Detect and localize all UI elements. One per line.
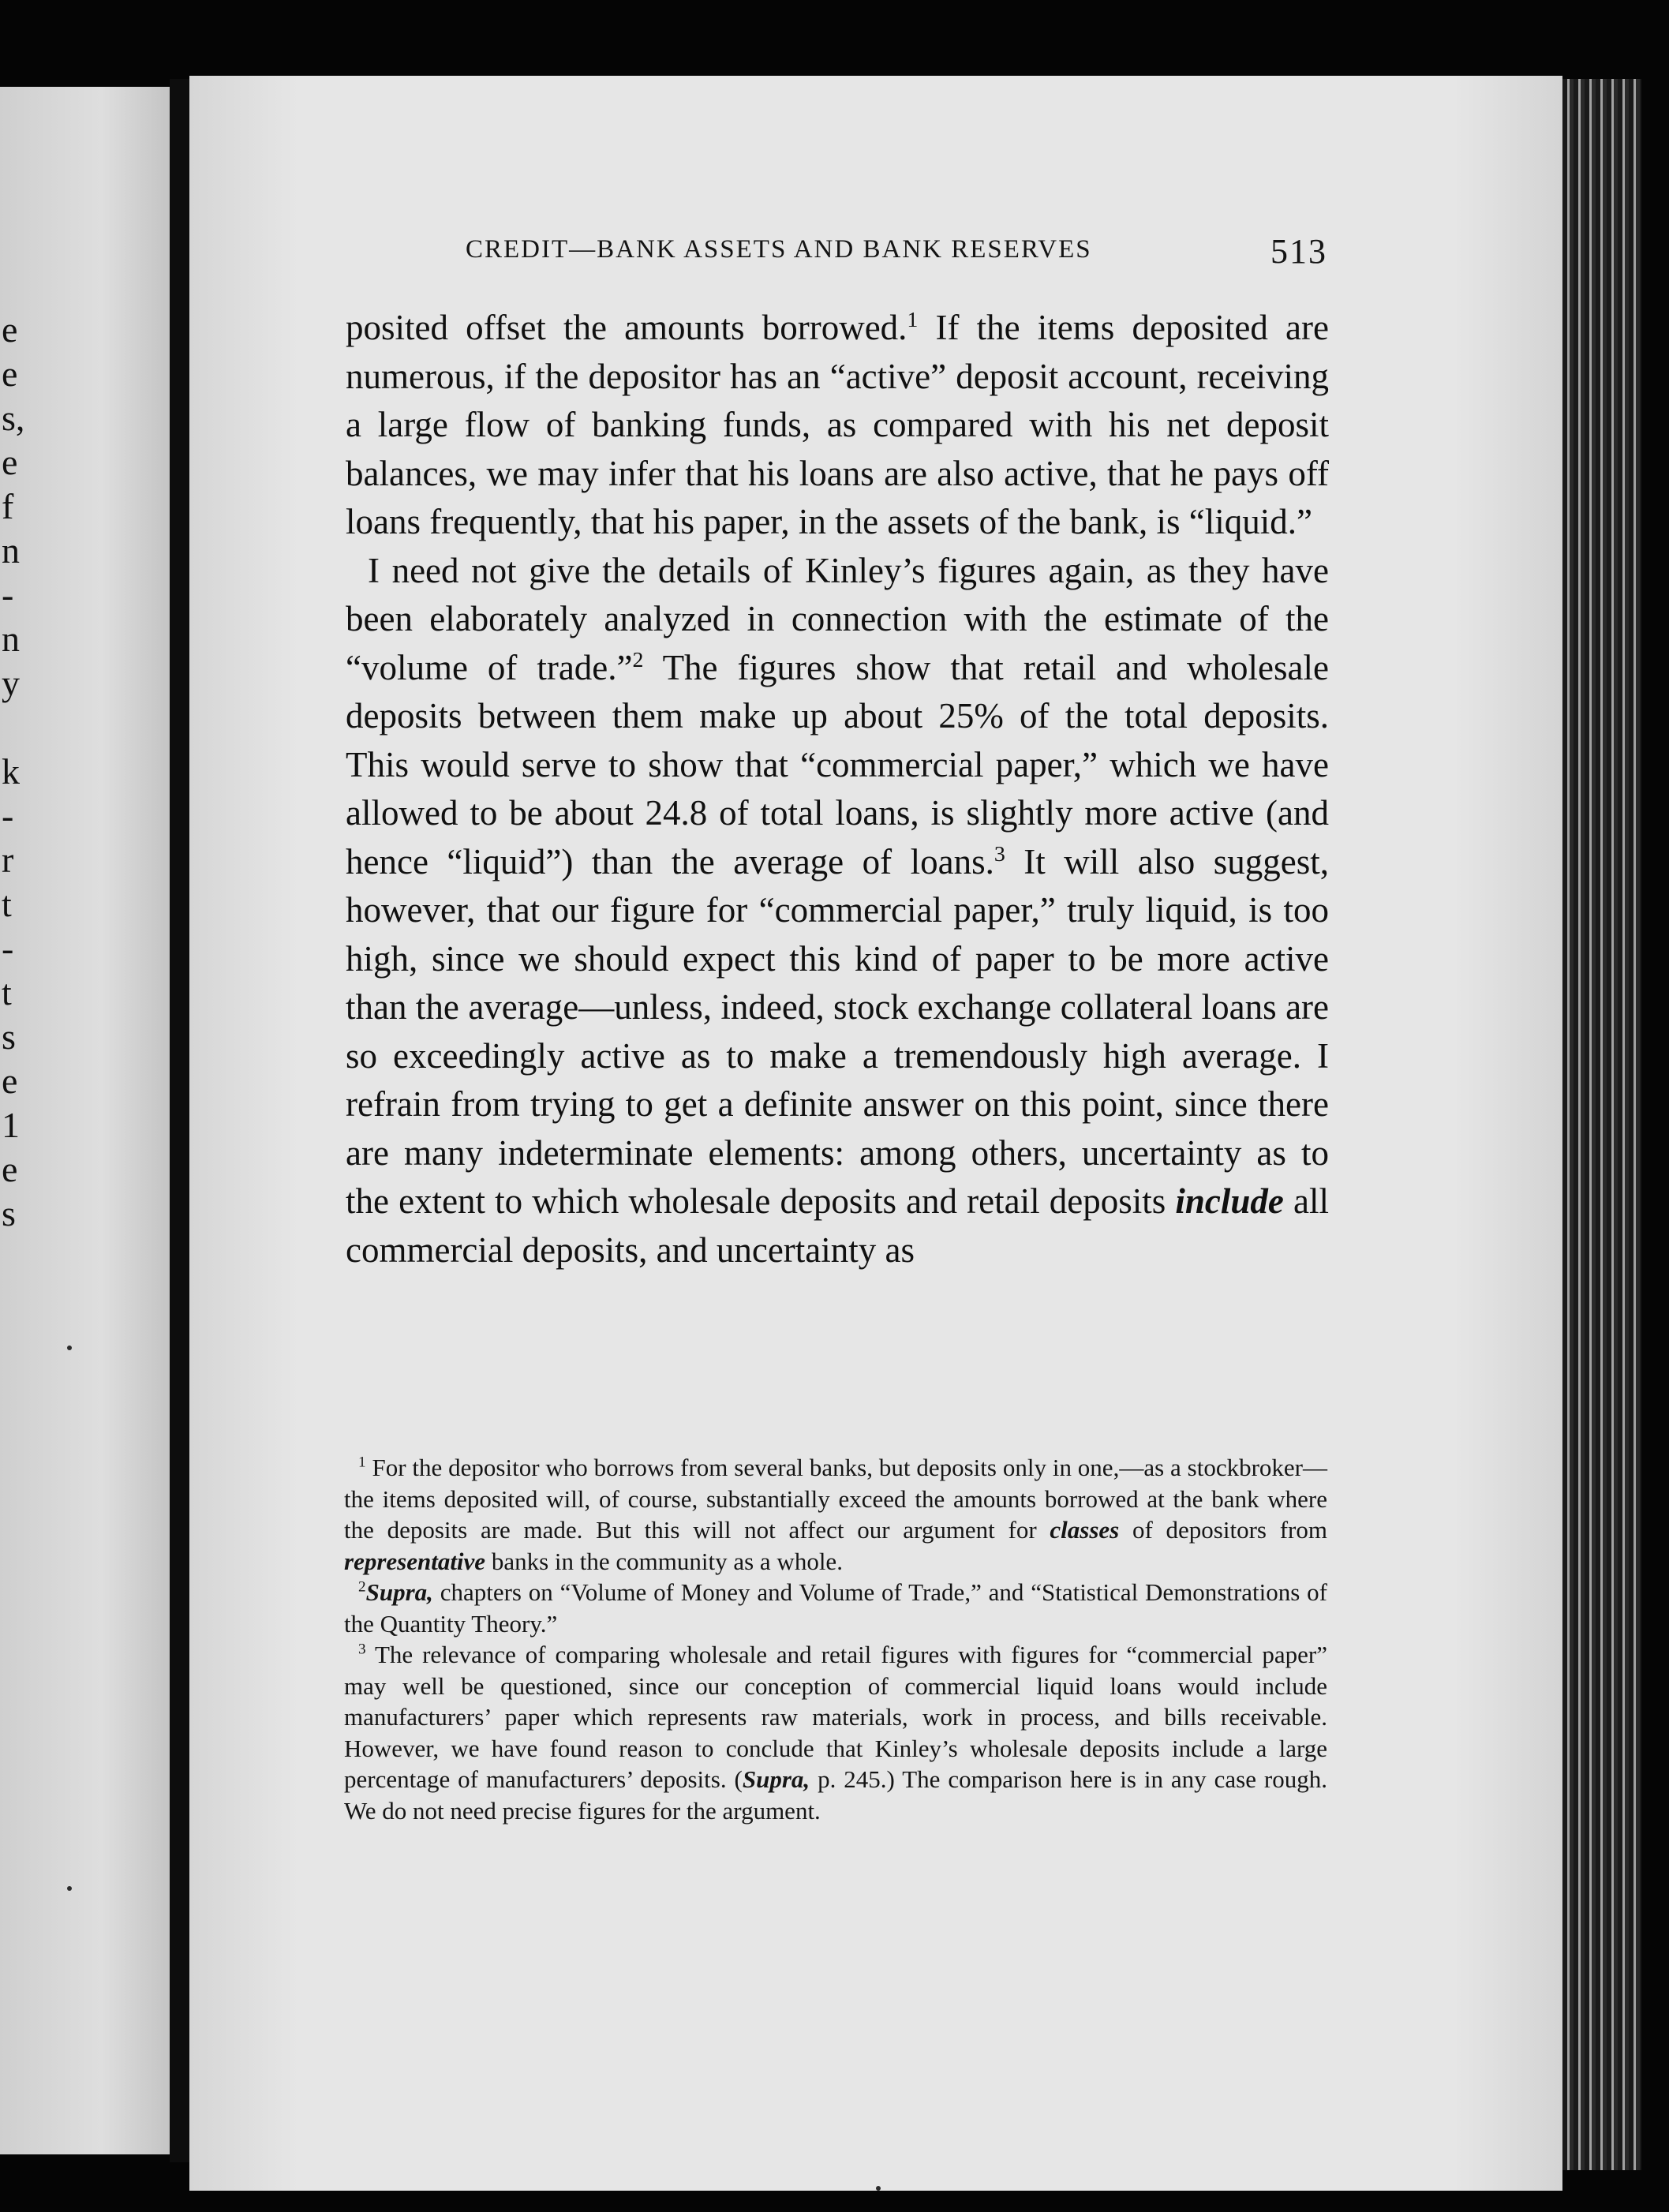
facing-page-glyph: - (2, 575, 14, 615)
footnote-mark: 1 (358, 1454, 366, 1471)
facing-page-glyph: e (2, 309, 18, 350)
footnote-text: p. 245.) The comparison here is in any case rough. We do not need precise figures for the argument. (344, 1765, 1327, 1825)
facing-page-glyph: k (2, 751, 20, 792)
page-stack-edge (1562, 79, 1641, 2170)
running-head: CREDIT—BANK ASSETS AND BANK RESERVES (466, 235, 1092, 264)
paragraph (346, 547, 1329, 1275)
footnotes (344, 1452, 1327, 1826)
body-text-run: all commercial deposits, and uncertainty as (346, 1181, 1329, 1270)
footnote-emphasis: Supra, (365, 1578, 433, 1606)
body-text-run: I need not give the details of Kinley’s figures again, as they have been elaborately analyzed in connection with the estimate of the “volume of trade.” (346, 550, 1329, 687)
facing-page-glyph: e (2, 442, 18, 482)
facing-page-glyph: e (2, 354, 18, 394)
facing-page-glyph: - (2, 795, 14, 836)
footnote-text: For the depositor who borrows from several banks, but deposits only in one,—as a stockbroker—the items deposited will, of course, substantially exceed the amounts borrowed at the bank where the deposits are made. But this will not affect our argument for (344, 1454, 1327, 1544)
body-text-run: It will also suggest, however, that our figure for “commercial paper,” truly liquid, is too high, since we should expect this kind of paper to be more active than the average—unless, indeed, stock exchange collateral loans are so exceedingly active as to make a tremendously high average. I refrain from trying to get a definite answer on this point, since there are many indeterminate elements: among others, uncertainty as to the extent to which wholesale deposits and retail deposits (346, 841, 1329, 1221)
scan-speck (876, 2186, 881, 2191)
footnote-emphasis: representative (344, 1547, 486, 1575)
body-text-run: The figures show that retail and wholesale deposits between them make up about 25% of the total deposits. This would serve to show that “commercial paper,” which we have allowed to be about 24.8 of total loans, is slightly more active (and hence “liquid”) than the average of loans. (346, 647, 1329, 881)
facing-page-glyph: s (2, 1016, 16, 1057)
footnote-text: chapters on “Volume of Money and Volume of Trade,” and “Statistical Demonstrations of the Quantity Theory.” (344, 1578, 1327, 1637)
facing-page-glyph: s (2, 1193, 16, 1233)
footnote-emphasis: classes (1050, 1516, 1120, 1544)
facing-page-glyph: e (2, 1149, 18, 1189)
footnote-1 (344, 1452, 1327, 1577)
scan-speck (67, 1886, 72, 1891)
facing-page-glyph: 1 (2, 1105, 20, 1145)
footnote-text: The relevance of comparing wholesale and retail figures with figures for “commercial paper” may well be questioned, since our conception of commercial liquid loans would include manufacturers’ paper which represents raw materials, work in process, and bills receivable. However, we have found reason to conclude that Kinley’s wholesale deposits include a large percentage of manufacturers’ deposits. ( (344, 1641, 1327, 1793)
facing-page-glyphs (0, 308, 24, 1236)
footnote-2 (344, 1577, 1327, 1639)
footnote-mark: 3 (358, 1641, 366, 1658)
footnote-ref: 2 (632, 647, 644, 672)
page-number: 513 (1270, 232, 1327, 271)
facing-page-glyph: e (2, 1061, 18, 1101)
scan-speck (67, 1346, 72, 1350)
body-text-run: If the items deposited are numerous, if the depositor has an “active” deposit account, receiving a large flow of banking funds, as compared with his net deposit balances, we may infer that his loans are also active, that he pays off loans frequently, that his paper, in the assets of the bank, is “liquid.” (346, 308, 1329, 541)
body-text (346, 304, 1329, 1274)
facing-page-edge (0, 87, 170, 2154)
facing-page-glyph: r (2, 840, 14, 880)
facing-page-glyph: t (2, 884, 12, 924)
paragraph (346, 304, 1329, 547)
footnote-ref: 1 (907, 308, 919, 332)
footnote-mark: 2 (358, 1578, 366, 1596)
facing-page-glyph: - (2, 928, 14, 968)
body-text-run: posited offset the amounts borrowed. (346, 308, 907, 347)
facing-page-glyph: s, (2, 398, 25, 438)
facing-page-glyph: n (2, 530, 20, 571)
facing-page-glyph: t (2, 972, 12, 1012)
facing-page-glyph: y (2, 663, 20, 703)
footnote-ref: 3 (994, 841, 1005, 866)
facing-page-glyph: n (2, 619, 20, 659)
footnote-text: banks in the community as a whole. (485, 1547, 843, 1575)
footnote-text: of depositors from (1119, 1516, 1327, 1544)
footnote-3 (344, 1639, 1327, 1826)
facing-page-glyph (0, 706, 24, 750)
emphasis-text: include (1175, 1181, 1284, 1221)
facing-page-glyph: f (2, 486, 14, 526)
footnote-emphasis: Supra, (742, 1765, 810, 1793)
